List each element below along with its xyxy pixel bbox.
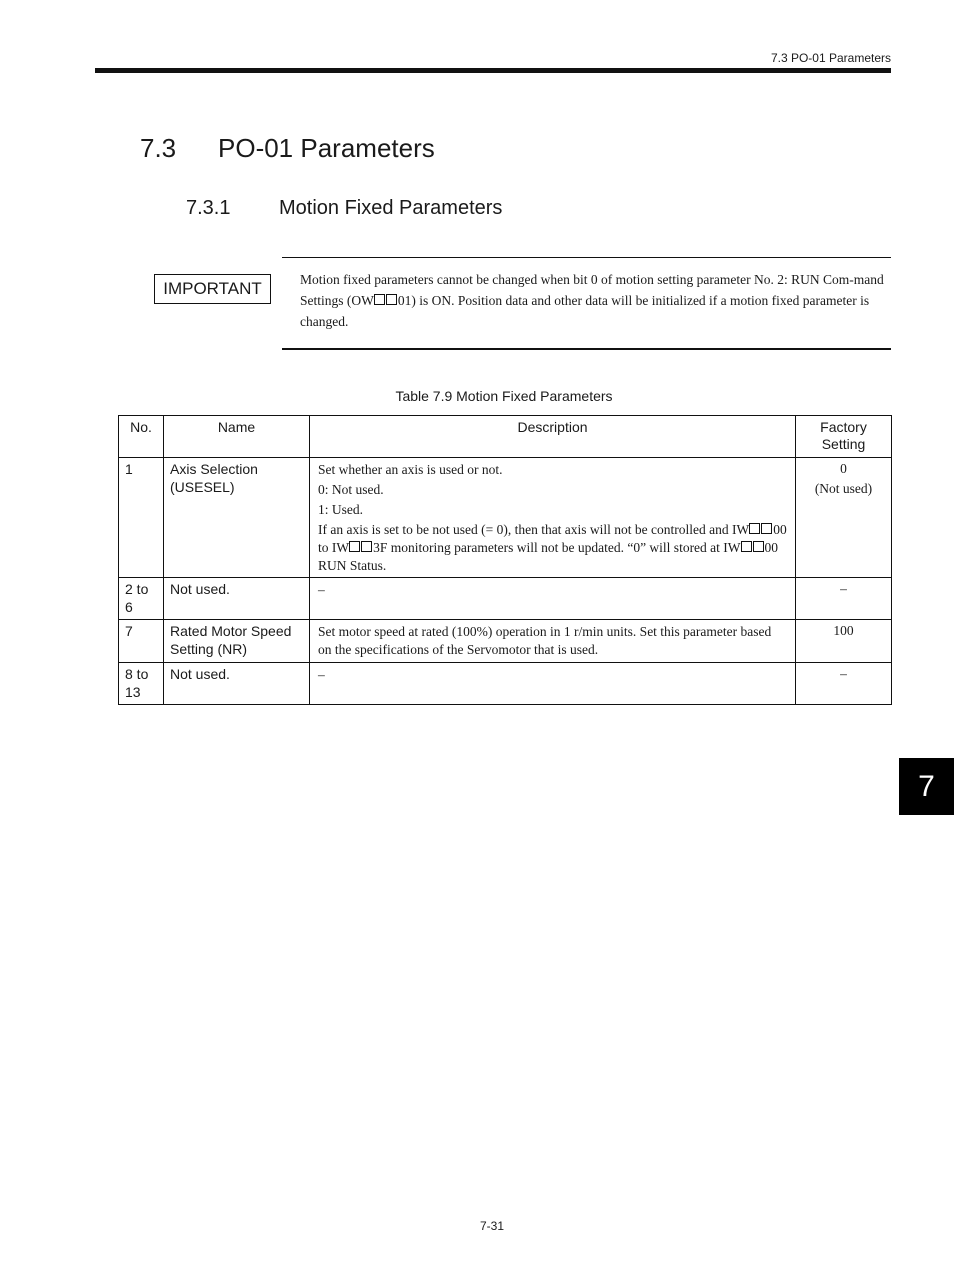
row-no: 2 to 6 bbox=[119, 578, 164, 620]
important-rule-bottom bbox=[282, 348, 891, 350]
important-badge: IMPORTANT bbox=[154, 274, 271, 304]
subsection-title-text: Motion Fixed Parameters bbox=[279, 197, 503, 219]
table-caption: Table 7.9 Motion Fixed Parameters bbox=[395, 388, 613, 404]
page-number: 7-31 bbox=[479, 1219, 505, 1233]
row-factory-setting: – bbox=[796, 663, 892, 705]
header-no: No. bbox=[119, 416, 164, 458]
table-row bbox=[119, 458, 892, 578]
row-name: Rated Motor Speed Setting (NR) bbox=[164, 620, 310, 663]
row-description: – bbox=[310, 663, 796, 705]
table-row bbox=[119, 620, 892, 663]
header-description: Description bbox=[310, 416, 796, 458]
placeholder-box-icon bbox=[361, 541, 372, 552]
table-row bbox=[119, 578, 892, 620]
header-factory-setting: Factory Setting bbox=[796, 416, 892, 458]
placeholder-box-icon bbox=[741, 541, 752, 552]
running-header: 7.3 PO-01 Parameters bbox=[770, 51, 891, 65]
description-line: 0: Not used. bbox=[318, 482, 384, 497]
row-no: 8 to 13 bbox=[119, 663, 164, 705]
description-line: Set whether an axis is used or not. bbox=[318, 462, 503, 477]
table-header-row bbox=[119, 416, 892, 458]
row-name: Axis Selection (USESEL) bbox=[164, 458, 310, 578]
row-no: 7 bbox=[119, 620, 164, 663]
table-row bbox=[119, 663, 892, 705]
row-factory-setting: – bbox=[796, 578, 892, 620]
row-name: Not used. bbox=[164, 578, 310, 620]
section-number: 7.3 bbox=[140, 133, 177, 163]
row-name: Not used. bbox=[164, 663, 310, 705]
important-rule-top bbox=[282, 257, 891, 258]
chapter-tab: 7 bbox=[899, 758, 954, 815]
placeholder-box-icon bbox=[749, 523, 760, 534]
important-note-text-2: 01) is ON. Position data and other data will be initialized if a motion fixed parameter is changed. bbox=[300, 293, 870, 329]
important-note bbox=[300, 269, 892, 332]
header-name: Name bbox=[164, 416, 310, 458]
subsection-number: 7.3.1 bbox=[186, 197, 231, 219]
row-description bbox=[310, 458, 796, 578]
placeholder-box-icon bbox=[753, 541, 764, 552]
row-no: 1 bbox=[119, 458, 164, 578]
section-title-text: PO-01 Parameters bbox=[218, 133, 435, 163]
section-title bbox=[140, 133, 435, 164]
important-note-text-1: Motion fixed parameters cannot be changed when bit 0 of motion setting parameter No. 2: RUN Com-mand Settings (OW bbox=[300, 272, 884, 308]
placeholder-box-icon bbox=[349, 541, 360, 552]
placeholder-box-icon bbox=[386, 294, 397, 305]
row-description: – bbox=[310, 578, 796, 620]
row-description: Set motor speed at rated (100%) operation in 1 r/min units. Set this parameter based on the specifications of the Servomotor that is used. bbox=[310, 620, 796, 663]
motion-fixed-parameters-table bbox=[118, 415, 892, 705]
description-line: If an axis is set to be not used (= 0), then that axis will not be controlled and IW 00 to IW 3F monitoring parameters will not be updated. “0” will stored at IW 00 RUN Status. bbox=[318, 522, 787, 573]
subsection-title bbox=[186, 197, 502, 220]
description-line: 1: Used. bbox=[318, 502, 363, 517]
row-factory-setting: 0 (Not used) bbox=[796, 458, 892, 578]
row-factory-setting: 100 bbox=[796, 620, 892, 663]
placeholder-box-icon bbox=[761, 523, 772, 534]
placeholder-box-icon bbox=[374, 294, 385, 305]
header-rule bbox=[95, 68, 891, 73]
